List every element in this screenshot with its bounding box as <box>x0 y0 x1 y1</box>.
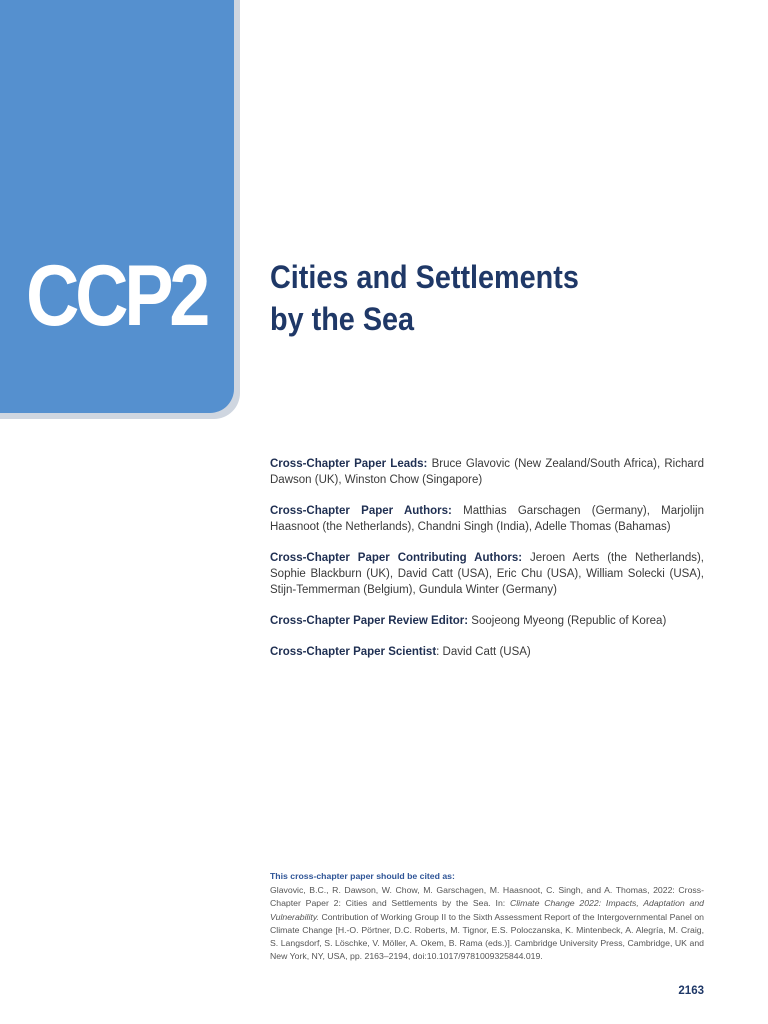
page-number: 2163 <box>678 985 704 997</box>
credit-names: Bruce Glavovic (New Zealand/South Africa), Richard Dawson (UK), Winston Chow (Singapore) <box>270 458 704 486</box>
credit-leads <box>270 456 704 488</box>
credit-label: Cross-Chapter Paper Contributing Authors: <box>270 552 523 564</box>
credit-label: Cross-Chapter Paper Leads: <box>270 458 428 470</box>
credit-names: Jeroen Aerts (the Netherlands), Sophie Blackburn (UK), David Catt (USA), Eric Chu (USA), William Solecki (USA), Stijn-Temmerman (Belgium), Gundula Winter (Germany) <box>270 552 704 596</box>
credit-label: Cross-Chapter Paper Scientist <box>270 646 437 658</box>
credit-names: Matthias Garschagen (Germany), Marjolijn Haasnoot (the Netherlands), Chandni Singh (India), Adelle Thomas (Bahamas) <box>270 505 704 533</box>
credit-label: Cross-Chapter Paper Review Editor: <box>270 615 469 627</box>
credit-contributing-authors <box>270 550 704 598</box>
chapter-tab <box>0 0 234 413</box>
chapter-code: CCP2 <box>26 248 207 344</box>
chapter-title-line-2: by the Sea <box>270 301 415 337</box>
chapter-title <box>270 256 690 340</box>
credit-names: Soojeong Myeong (Republic of Korea) <box>468 615 667 627</box>
citation-book-title: Climate Change 2022: Impacts, Adaptation and Vulnerability. <box>270 898 705 922</box>
credit-review-editor <box>270 613 704 629</box>
credit-authors <box>270 503 704 535</box>
credit-names: : David Catt (USA) <box>436 646 531 658</box>
author-credits <box>270 456 704 675</box>
chapter-title-line-1: Cities and Settlements <box>270 259 579 295</box>
credit-label: Cross-Chapter Paper Authors: <box>270 505 452 517</box>
citation-part-2: Contribution of Working Group II to the Sixth Assessment Report of the Intergovernmental Panel on Climate Change [H.-O. Pörtner, D.C. Roberts, M. Tignor, E.S. Poloczanska, K. Mintenbeck, A. Alegría, M. Craig, S. Langsdorf, S. Löschke, V. Möller, A. Okem, B. Rama (eds.)]. Cambridge University Press, Cambridge, UK and New York, NY, USA, pp. 2163–2194, doi:10.1017/9781009325844.019. <box>270 911 704 962</box>
citation-heading: This cross-chapter paper should be cited as: <box>270 871 455 881</box>
citation-text <box>270 884 704 963</box>
citation-part-1: Glavovic, B.C., R. Dawson, W. Chow, M. Garschagen, M. Haasnoot, C. Singh, and A. Thomas, 2022: Cross-Chapter Paper 2: Cities and Settlements by the Sea. In: <box>270 885 704 909</box>
citation-block <box>270 870 704 963</box>
credit-scientist <box>270 644 704 660</box>
